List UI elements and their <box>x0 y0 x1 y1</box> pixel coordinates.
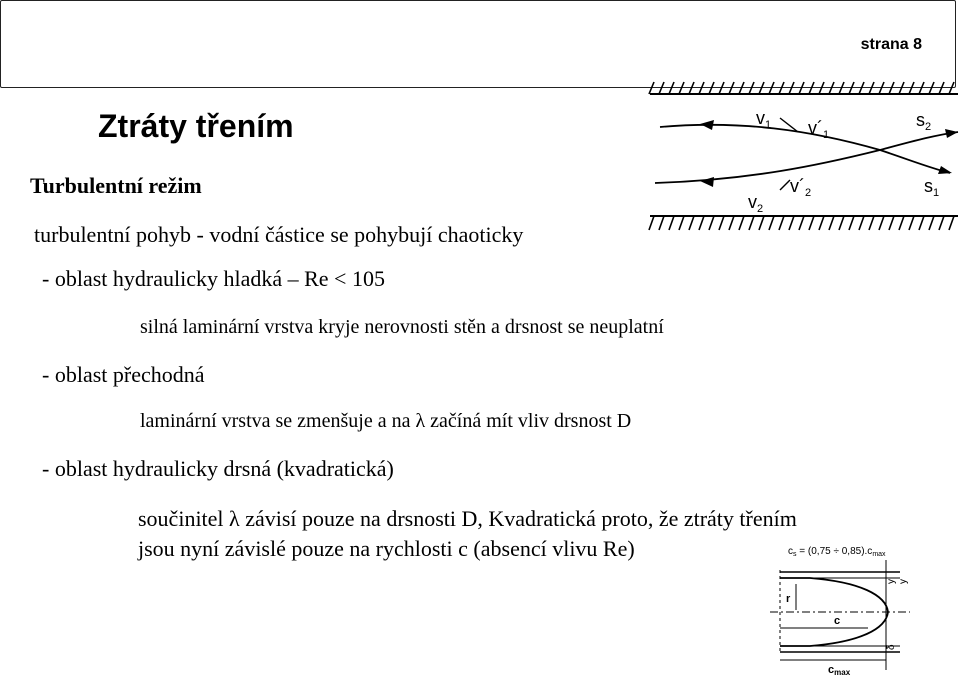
wall-hatch <box>859 82 864 94</box>
wall-hatch <box>939 82 944 94</box>
wall-hatch <box>829 82 834 94</box>
wall-hatch <box>919 216 924 230</box>
wall-hatch <box>909 82 914 94</box>
smooth-region-line: - oblast hydraulicky hladká – Re < 105 <box>42 266 385 291</box>
wall-hatch <box>929 82 934 94</box>
v2-prime-label: $v´_2$ <box>790 176 812 199</box>
wall-hatch <box>809 82 814 94</box>
y-label-1: y <box>886 579 897 584</box>
profile-formula: $c_s = (0,75 \div 0,85).c_{max}$ <box>788 546 886 558</box>
wall-hatch <box>699 82 704 94</box>
section-heading: Turbulentní režim <box>30 173 202 198</box>
wall-hatch <box>729 82 734 94</box>
s1-label: $s_1$ <box>924 176 940 199</box>
wall-hatch <box>819 82 824 94</box>
wall-hatch <box>739 216 744 230</box>
wall-hatch <box>879 82 884 94</box>
wall-hatch <box>659 82 664 94</box>
wall-hatch <box>669 82 674 94</box>
wall-hatch <box>649 82 654 94</box>
wall-hatch <box>749 82 754 94</box>
page-number: strana 8 <box>860 36 922 53</box>
smooth-detail-line: silná laminární vrstva kryje nerovnosti stěn a drsnost se neuplatní <box>140 316 664 338</box>
wall-hatch <box>739 82 744 94</box>
wall-hatch <box>869 82 874 94</box>
wall-hatch <box>799 82 804 94</box>
rough-region-line: - oblast hydraulicky drsná (kvadratická) <box>42 456 394 481</box>
wall-hatch <box>889 82 894 94</box>
header-frame <box>0 0 956 88</box>
velocity-profile-diagram <box>760 540 960 682</box>
wall-hatch <box>849 216 854 230</box>
wall-hatch <box>799 216 804 230</box>
wall-hatch <box>839 216 844 230</box>
delta-label: δ <box>886 644 897 650</box>
flow-diagram <box>640 80 960 240</box>
wall-hatch <box>789 82 794 94</box>
radius-label: r <box>786 593 791 605</box>
wall-hatch <box>659 216 664 230</box>
wall-hatch <box>779 82 784 94</box>
v1-label: $v_1$ <box>756 108 772 131</box>
wall-hatch <box>719 216 724 230</box>
wall-hatch <box>749 216 754 230</box>
wall-hatch <box>689 82 694 94</box>
transition-detail-line: laminární vrstva se zmenšuje a na λ začíná mít vliv drsnost D <box>140 410 632 432</box>
wall-hatch <box>679 82 684 94</box>
wall-hatch <box>709 216 714 230</box>
wall-hatch <box>949 82 954 94</box>
wall-hatch <box>729 216 734 230</box>
wall-hatch <box>889 216 894 230</box>
wall-hatch <box>779 216 784 230</box>
wall-hatch <box>859 216 864 230</box>
wall-hatch <box>769 82 774 94</box>
wall-hatch <box>679 216 684 230</box>
wall-hatch <box>849 82 854 94</box>
s2-label: $s_2$ <box>916 110 932 133</box>
wall-hatch <box>699 216 704 230</box>
rough-detail-line-2: jsou nyní závislé pouze na rychlosti c (absencí vlivu Re) <box>138 536 635 561</box>
wall-hatch <box>759 216 764 230</box>
intro-line: turbulentní pohyb - vodní částice se pohybují chaoticky <box>34 222 524 247</box>
wall-hatch <box>939 216 944 230</box>
y-label-2: y <box>898 579 909 584</box>
wall-hatch <box>829 216 834 230</box>
wall-hatch <box>909 216 914 230</box>
wall-hatch <box>709 82 714 94</box>
wall-hatch <box>669 216 674 230</box>
velocity-c-label: c <box>834 615 841 627</box>
wall-hatch <box>919 82 924 94</box>
rough-detail-line-1: součinitel λ závisí pouze na drsnosti D, Kvadratická proto, že ztráty třením <box>138 506 797 531</box>
wall-hatch <box>929 216 934 230</box>
v1-prime-label: $v´_1$ <box>808 118 830 141</box>
wall-hatch <box>759 82 764 94</box>
cmax-label: cmax <box>828 664 851 677</box>
wall-hatch <box>899 216 904 230</box>
wall-hatch <box>949 216 954 230</box>
wall-hatch <box>839 82 844 94</box>
wall-hatch <box>649 216 654 230</box>
wall-hatch <box>789 216 794 230</box>
transition-region-line: - oblast přechodná <box>42 362 205 387</box>
v2-label: $v_2$ <box>748 192 764 215</box>
wall-hatch <box>899 82 904 94</box>
wall-hatch <box>719 82 724 94</box>
page-title: Ztráty třením <box>98 108 294 144</box>
wall-hatch <box>689 216 694 230</box>
wall-hatch <box>879 216 884 230</box>
wall-hatch <box>809 216 814 230</box>
wall-hatch <box>769 216 774 230</box>
wall-hatch <box>819 216 824 230</box>
wall-hatch <box>869 216 874 230</box>
